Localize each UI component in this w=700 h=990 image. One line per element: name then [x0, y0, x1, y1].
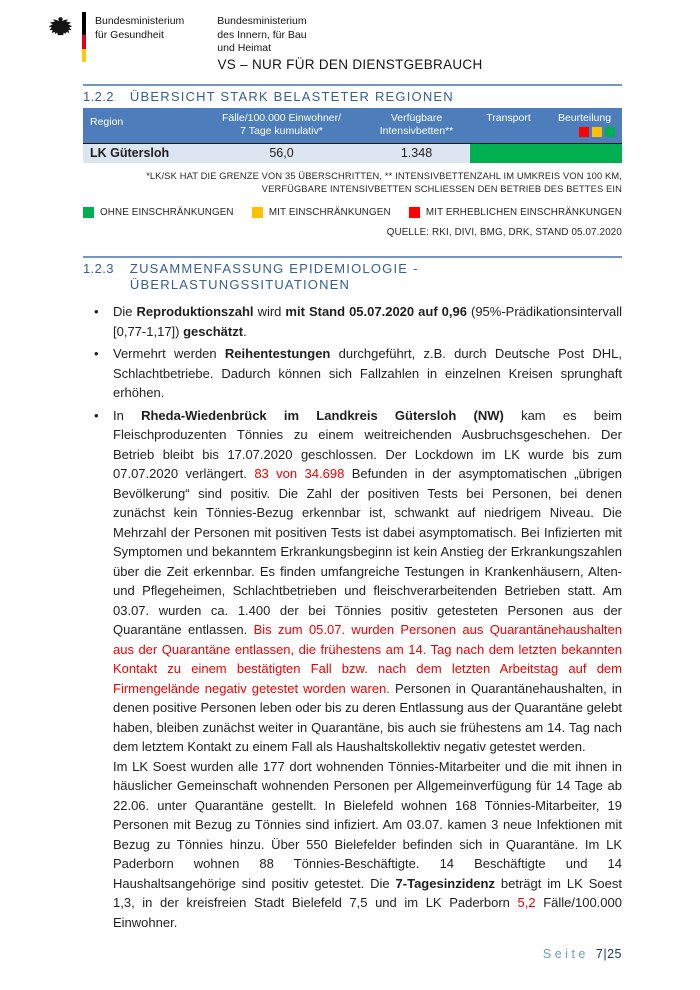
ministry-interior-name	[217, 12, 306, 56]
status-bar-green	[470, 144, 622, 163]
source-line: QUELLE: RKI, DIVI, BMG, DRK, STAND 05.07.2020	[386, 227, 622, 238]
section-number: 1.2.3	[83, 261, 114, 276]
traffic-light-green	[605, 127, 615, 137]
ministry-interior-line1: Bundesministerium	[217, 15, 307, 27]
section-title: ZUSAMMENFASSUNG EPIDEMIOLOGIE - ÜBERLASTUNGSSITUATIONEN	[129, 261, 419, 292]
classification-banner: VS – NUR FÜR DEN DIENSTGEBRAUCH	[217, 57, 483, 72]
summary-bullet-list	[83, 302, 622, 932]
page-footer	[543, 947, 622, 961]
status-legend	[83, 207, 622, 218]
ministry-health-name	[95, 12, 184, 42]
federal-eagle-icon	[45, 14, 75, 44]
legend-item-yellow: MIT EINSCHRÄNKUNGEN	[252, 207, 391, 218]
section-title: ÜBERSICHT STARK BELASTETER REGIONEN	[129, 89, 454, 104]
red-swatch-icon	[409, 207, 420, 218]
table-row	[83, 143, 622, 163]
row-cases: 56,0	[269, 146, 294, 160]
ministry-health-line1: Bundesministerium	[95, 15, 185, 27]
regions-table	[83, 108, 622, 163]
bullet-item: • Die Reproduktionszahl wird mit Stand 05.07.2020 auf 0,96 (95%-Prädikationsintervall [0,77-1,17]) geschätzt.	[113, 302, 622, 341]
col-header-region: Region	[90, 116, 124, 128]
ministry-interior-line2: des Innern, für Bau	[217, 28, 307, 41]
row-beds: 1.348	[400, 146, 433, 160]
legend-item-green: OHNE EINSCHRÄNKUNGEN	[83, 207, 234, 218]
header-logos	[45, 12, 307, 62]
yellow-swatch-icon	[252, 207, 263, 218]
page-content	[83, 84, 622, 935]
regions-table-header	[83, 108, 622, 143]
legend-item-red: MIT ERHEBLICHEN EINSCHRÄNKUNGEN	[409, 207, 622, 218]
section-heading-summary	[83, 256, 622, 293]
traffic-light-red	[579, 127, 589, 137]
traffic-light-icon	[549, 125, 620, 140]
bullet-item: • Vermehrt werden Reihentestungen durchgeführt, z.B. durch Deutsche Post DHL, Schlachtbetriebe. Dadurch können sich Fallzahlen in einzelnen Kreisen sprunghaft erhöhen.	[113, 344, 622, 403]
german-flag-stripe-icon	[82, 12, 86, 62]
ministry-interior-line3: und Heimat	[217, 42, 271, 54]
footer-label: Seite	[542, 947, 589, 961]
ministry-health-line2: für Gesundheit	[95, 28, 164, 41]
table-footnote: *LK/SK HAT DIE GRENZE VON 35 ÜBERSCHRITTEN, ** INTENSIVBETTENZAHL IM UMKREIS VON 100 KM, VERFÜGBARE INTENSIVBETTEN SCHLIESSEN DEN BETRIEB DES BETTES EIN	[146, 171, 622, 194]
row-region: LK Gütersloh	[90, 146, 170, 160]
traffic-light-yellow	[592, 127, 602, 137]
green-swatch-icon	[83, 207, 94, 218]
bullet-item: • In Rheda-Wiedenbrück im Landkreis Gütersloh (NW) kam es beim Fleischproduzenten Tönnies zu einem weitreichenden Ausbruchsgeschehen. Der Betrieb bleibt bis 17.07.2020 geschlossen. Der Lockdown im LK wurde bis zum 07.07.2020 verlängert. 83 von 34.698 Befunden in der asymptomatischen „übrigen Bevölkerung“ sind positiv. Die Zahl der positiven Tests bei Personen, bei denen zunächst kein Tönnies-Bezug erkennbar ist, schwankt auf niedrigem Niveau. Die Mehrzahl der Personen mit positiven Tests ist dabei asymptomatisch. Bei Infizierten mit Symptomen und bekanntem Erkrankungsbeginn ist kein Anstieg der Erkrankungszahlen über die Zeit erkennbar. Es finden umfangreiche Testungen in Krankenhäusern, Alten- und Pflegeheimen, Schlachtbetrieben und fleischverarbeitenden Betrieben statt. Am 03.07. wurden ca. 1.400 der bei Tönnies positiv getesteten Personen aus der Quarantäne entlassen. Bis zum 05.07. wurden Personen aus Quarantänehaushalten aus der Quarantäne entlassen, die frühestens am 14. Tag nach dem letzten bekannten Kontakt zu einem bestätigten Fall bzw. nach dem letzten Arbeitstag auf dem Firmengelände negativ getestet worden waren. Personen in Quarantänehaushalten, in denen positive Personen leben oder bis zu deren Entlassung aus der Quarantäne gelebt haben, bleiben zunächst weiter in Quarantäne, bis auch sie frühestens am 14. Tag nach dem letztem Kontakt zu einem Fall als Haushaltskollektiv negativ getestet werden. Im LK Soest wurden alle 177 dort wohnenden Tönnies-Mitarbeiter und die mit ihnen in häuslicher Gemeinschaft wohnenden Personen per Allgemeinverfügung für 14 Tage ab 22.06. unter Quarantäne gestellt. In Bielefeld wohnen 168 Tönnies-Mitarbeiter, 19 Personen mit Bezug zu Tönnies sind infiziert. Am 03.07. kamen 3 neue Infektionen mit Bezug zu Tönnies hinzu. Über 550 Bielefelder befinden sich in Quarantäne. Im LK Paderborn wohnen 88 Tönnies-Beschäftigte. 14 Beschäftigte und 14 Haushaltsangehörige sind positiv getestet. Die 7-Tagesinzidenz beträgt im LK Soest 1,3, in der kreisfreien Stadt Bielefeld 7,5 und im LK Paderborn 5,2 Fälle/100.000 Einwohner.	[113, 406, 622, 933]
section-heading-overview	[83, 84, 622, 105]
section-number: 1.2.2	[83, 89, 114, 104]
col-header-cases: Fälle/100.000 Einwohner/ 7 Tage kumulativ*	[221, 112, 342, 137]
col-header-beds: Verfügbare Intensivbetten**	[379, 112, 454, 137]
col-header-transport: Transport	[486, 112, 531, 124]
col-header-assessment: Beurteilung	[547, 108, 622, 143]
page-number: 7|25	[595, 947, 622, 961]
